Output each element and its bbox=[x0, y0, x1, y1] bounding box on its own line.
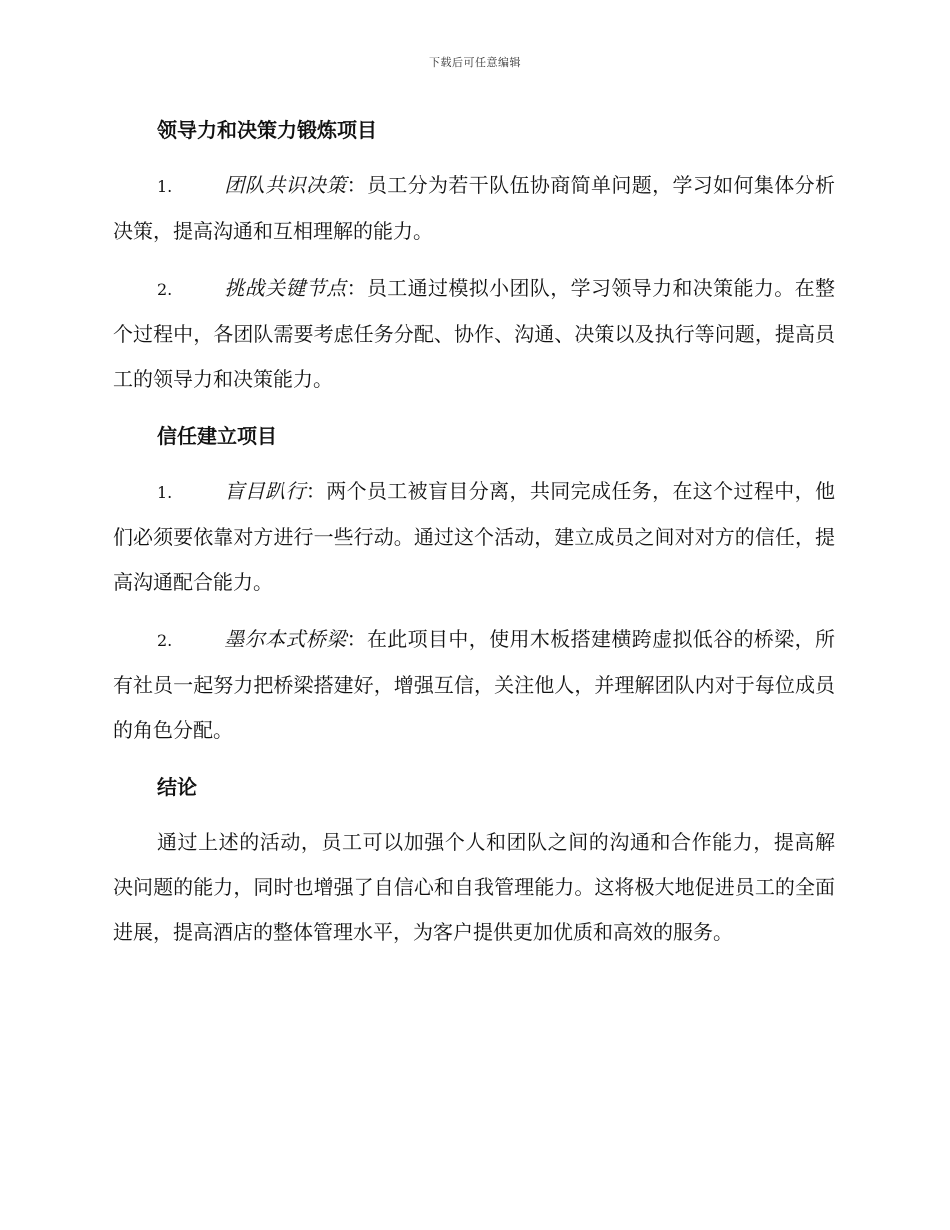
page-header-note: 下载后可任意编辑 bbox=[429, 56, 521, 69]
section-heading-conclusion: 结论 bbox=[157, 775, 197, 799]
list-number: 1. bbox=[157, 483, 173, 502]
item-text: ：两个员工被盲目分离，共同完成任务，在这个过程中，他们必须要依靠对方进行一些行动。通过这个活动，建立成员之间对对方的信任，提高沟通配合能力。 bbox=[113, 479, 836, 594]
list-number: 2. bbox=[157, 280, 173, 299]
item-text: ：员工分为若干队伍协商简单问题，学习如何集体分析决策，提高沟通和互相理解的能力。 bbox=[113, 173, 836, 243]
item-term: 盲目趴行 bbox=[224, 479, 306, 503]
item-term: 挑战关键节点 bbox=[224, 276, 347, 300]
list-number: 2. bbox=[157, 631, 173, 650]
section-heading-trust: 信任建立项目 bbox=[157, 424, 277, 448]
item-text: ：在此项目中，使用木板搭建横跨虚拟低谷的桥梁，所有社员一起努力把桥梁搭建好，增强互信，关注他人，并理解团队内对于每位成员的角色分配。 bbox=[113, 627, 836, 742]
item-term: 墨尔本式桥梁 bbox=[224, 627, 347, 651]
list-item-trust-2 bbox=[113, 617, 835, 753]
list-item-leadership-1 bbox=[113, 163, 835, 254]
conclusion-paragraph: 通过上述的活动，员工可以加强个人和团队之间的沟通和合作能力，提高解决问题的能力，同时也增强了自信心和自我管理能力。这将极大地促进员工的全面进展，提高酒店的整体管理水平，为客户提供更加优质和高效的服务。 bbox=[113, 830, 835, 944]
list-item-trust-1 bbox=[113, 469, 835, 605]
list-item-leadership-2 bbox=[113, 266, 835, 402]
section-heading-leadership: 领导力和决策力锻炼项目 bbox=[157, 118, 377, 142]
item-text: ：员工通过模拟小团队，学习领导力和决策能力。在整个过程中，各团队需要考虑任务分配、协作、沟通、决策以及执行等问题，提高员工的领导力和决策能力。 bbox=[113, 276, 836, 391]
item-term: 团队共识决策 bbox=[224, 173, 347, 197]
list-number: 1. bbox=[157, 177, 173, 196]
document-body bbox=[113, 108, 835, 967]
